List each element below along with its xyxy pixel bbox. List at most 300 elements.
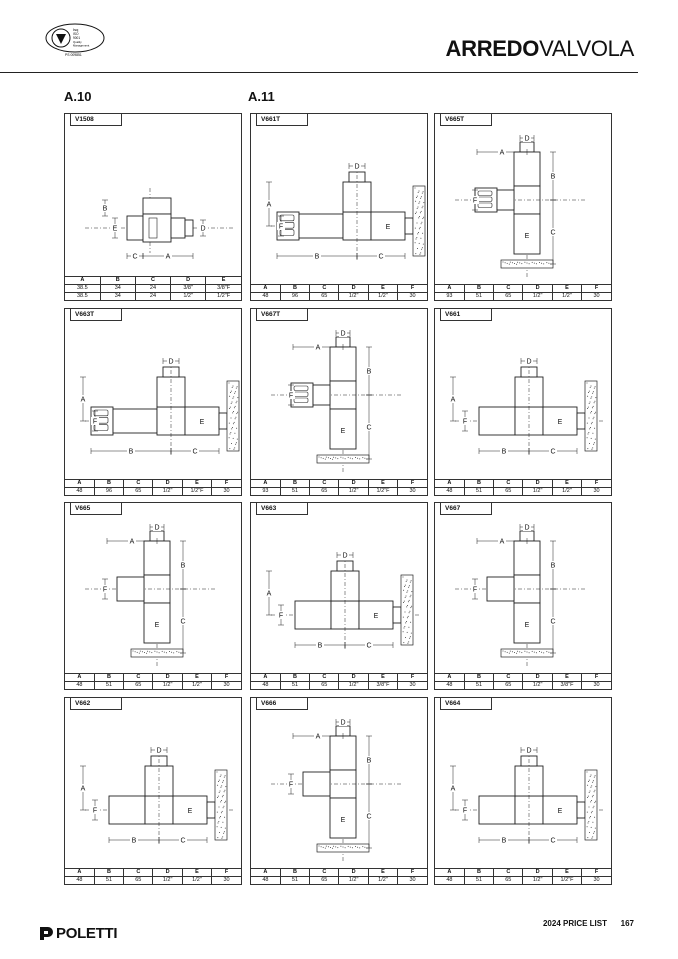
- svg-text:D: D: [342, 552, 348, 560]
- dimension-value: 65: [310, 487, 339, 495]
- svg-text:D: D: [354, 163, 360, 171]
- dimension-header: F: [582, 673, 611, 681]
- svg-text:B: B: [550, 562, 556, 570]
- dimension-header: C: [494, 868, 523, 876]
- dimension-header: C: [124, 673, 153, 681]
- product-code: V667: [440, 503, 492, 515]
- dimension-value: 65: [310, 876, 339, 884]
- product-card-v664: [434, 697, 612, 885]
- dimension-value: 30: [398, 487, 427, 495]
- technical-drawing: [251, 517, 427, 667]
- dimension-header: F: [212, 479, 241, 487]
- dimension-value: 48: [65, 487, 94, 495]
- dimension-value: 24: [135, 292, 170, 300]
- dimension-header: A: [65, 479, 94, 487]
- svg-text:B: B: [550, 173, 556, 181]
- dimension-header: B: [94, 673, 123, 681]
- product-code: V665T: [440, 114, 492, 126]
- dimension-value: 93: [251, 487, 280, 495]
- dimension-value: 1/2": [523, 681, 552, 689]
- dimension-value: 30: [398, 681, 427, 689]
- dimension-value: 51: [280, 487, 309, 495]
- dimension-value: 51: [94, 681, 123, 689]
- product-code: V667T: [256, 309, 308, 321]
- svg-text:B: B: [314, 253, 320, 261]
- svg-text:B: B: [102, 205, 108, 213]
- svg-text:E: E: [199, 419, 205, 426]
- dimension-header: D: [153, 673, 182, 681]
- dimension-header: B: [100, 276, 135, 284]
- dimension-value: 1/2"F: [182, 487, 211, 495]
- dimension-value: 51: [464, 681, 493, 689]
- dimension-table: [65, 276, 241, 301]
- page-number: 167: [620, 919, 634, 928]
- product-card-v661: [434, 308, 612, 496]
- dimension-header: B: [464, 479, 493, 487]
- dimension-value: 48: [251, 681, 280, 689]
- dimension-value: 1/2": [153, 487, 182, 495]
- svg-text:F: F: [462, 418, 468, 426]
- dimension-header: F: [398, 479, 427, 487]
- dimension-header: A: [251, 868, 280, 876]
- svg-text:E: E: [373, 613, 379, 620]
- cert-line-0: Isq: [73, 27, 79, 32]
- dimension-header-row: [65, 868, 241, 876]
- dimension-value: 1/2": [368, 876, 397, 884]
- dimension-header: D: [339, 673, 368, 681]
- dimension-header: C: [494, 673, 523, 681]
- table-row: [65, 292, 241, 300]
- svg-text:D: D: [526, 358, 532, 366]
- table-row: [251, 292, 427, 300]
- svg-text:F: F: [288, 781, 294, 789]
- svg-text:E: E: [112, 225, 118, 233]
- product-code: V661T: [256, 114, 308, 126]
- dimension-header: B: [280, 479, 309, 487]
- dimension-value: 65: [310, 681, 339, 689]
- brand-bold: ARREDO: [445, 36, 540, 61]
- dimension-value: 38.5: [65, 292, 100, 300]
- dimension-header: F: [212, 673, 241, 681]
- header-divider: [0, 72, 638, 73]
- dimension-header: C: [310, 479, 339, 487]
- dimension-header: F: [212, 868, 241, 876]
- dimension-header: F: [582, 479, 611, 487]
- product-code: V1508: [70, 114, 122, 126]
- dimension-value: 65: [124, 681, 153, 689]
- table-row: [435, 292, 611, 300]
- dimension-header: E: [182, 673, 211, 681]
- dimension-header-row: [435, 673, 611, 681]
- dimension-header: D: [153, 868, 182, 876]
- cert-line-1: ISO: [73, 32, 79, 36]
- product-code: V663: [256, 503, 308, 515]
- dimension-header-row: [251, 868, 427, 876]
- dimension-header: E: [552, 479, 581, 487]
- product-code: V666: [256, 698, 308, 710]
- svg-text:A: A: [266, 201, 272, 209]
- svg-text:E: E: [340, 817, 346, 824]
- svg-text:E: E: [524, 233, 530, 240]
- svg-text:E: E: [557, 808, 563, 815]
- svg-text:C: C: [180, 837, 186, 845]
- table-row: [251, 487, 427, 495]
- brand-title: [446, 36, 634, 62]
- dimension-value: 30: [212, 681, 241, 689]
- poletti-logo-text: POLETTI: [56, 924, 118, 942]
- dimension-header-row: [65, 673, 241, 681]
- dimension-header: E: [368, 284, 397, 292]
- dimension-value: 30: [398, 292, 427, 300]
- technical-drawing: [435, 128, 611, 278]
- svg-text:C: C: [550, 837, 556, 845]
- product-code: V662: [70, 698, 122, 710]
- dimension-value: 65: [494, 681, 523, 689]
- svg-text:D: D: [524, 524, 530, 532]
- dimension-table: [65, 479, 241, 496]
- svg-text:C: C: [550, 229, 556, 237]
- dimension-header: C: [494, 479, 523, 487]
- svg-text:A: A: [450, 396, 456, 404]
- svg-text:B: B: [366, 757, 372, 765]
- svg-text:D: D: [154, 524, 160, 532]
- svg-text:E: E: [557, 419, 563, 426]
- product-card-v662: [64, 697, 242, 885]
- product-card-v665t: [434, 113, 612, 301]
- dimension-value: 51: [280, 681, 309, 689]
- product-code: V665: [70, 503, 122, 515]
- svg-text:F: F: [472, 197, 478, 205]
- dimension-value: 3/8"F: [552, 681, 581, 689]
- product-card-v667t: [250, 308, 428, 496]
- svg-text:D: D: [340, 330, 346, 338]
- svg-text:A: A: [315, 344, 321, 352]
- dimension-header: C: [494, 284, 523, 292]
- cert-line-3: Quality: [73, 40, 82, 44]
- dimension-header: E: [368, 673, 397, 681]
- dimension-header-row: [251, 673, 427, 681]
- technical-drawing: [435, 517, 611, 667]
- dimension-value: 65: [124, 876, 153, 884]
- svg-text:E: E: [340, 428, 346, 435]
- dimension-value: 51: [464, 292, 493, 300]
- table-row: [65, 681, 241, 689]
- dimension-value: 3/8"F: [206, 284, 241, 292]
- dimension-table: [251, 868, 427, 885]
- svg-text:D: D: [156, 747, 162, 755]
- dimension-header: C: [310, 673, 339, 681]
- dimension-header: B: [464, 868, 493, 876]
- dimension-value: 48: [435, 876, 464, 884]
- dimension-header: E: [206, 276, 241, 284]
- dimension-header: B: [280, 284, 309, 292]
- dimension-value: 24: [135, 284, 170, 292]
- dimension-value: 30: [212, 487, 241, 495]
- product-code: V661: [440, 309, 492, 321]
- dimension-table: [435, 479, 611, 496]
- dimension-header: B: [94, 868, 123, 876]
- dimension-header: A: [435, 284, 464, 292]
- product-code: V663T: [70, 309, 122, 321]
- dimension-value: 1/2": [339, 681, 368, 689]
- table-row: [65, 876, 241, 884]
- dimension-value: 3/8"F: [368, 681, 397, 689]
- dimension-header: B: [280, 868, 309, 876]
- dimension-header: E: [552, 868, 581, 876]
- dimension-value: 3/8": [171, 284, 206, 292]
- dimension-table: [251, 673, 427, 690]
- dimension-value: 1/2"F: [368, 487, 397, 495]
- cert-line-5: PS 009851: [65, 53, 82, 57]
- dimension-header: A: [251, 284, 280, 292]
- svg-text:C: C: [366, 813, 372, 821]
- price-list-label: 2024 PRICE LIST: [542, 919, 607, 928]
- dimension-value: 30: [398, 876, 427, 884]
- dimension-value: 48: [251, 292, 280, 300]
- svg-text:A: A: [450, 785, 456, 793]
- dimension-value: 30: [582, 681, 611, 689]
- dimension-value: 93: [435, 292, 464, 300]
- dimension-header: A: [435, 868, 464, 876]
- dimension-value: 1/2": [339, 876, 368, 884]
- dimension-header: E: [182, 479, 211, 487]
- svg-text:D: D: [200, 225, 206, 233]
- dimension-table: [435, 868, 611, 885]
- dimension-header: E: [552, 673, 581, 681]
- dimension-header: A: [65, 673, 94, 681]
- technical-drawing: [65, 323, 241, 473]
- dimension-header: E: [368, 479, 397, 487]
- dimension-header: D: [153, 479, 182, 487]
- dimension-header: E: [368, 868, 397, 876]
- product-card-v661t: [250, 113, 428, 301]
- svg-text:F: F: [288, 392, 294, 400]
- technical-drawing: [251, 712, 427, 862]
- poletti-logo-icon: [38, 925, 54, 941]
- dimension-value: 34: [100, 292, 135, 300]
- dimension-value: 1/2": [171, 292, 206, 300]
- dimension-value: 48: [251, 876, 280, 884]
- dimension-header: B: [280, 673, 309, 681]
- svg-text:F: F: [92, 418, 98, 426]
- dimension-value: 30: [212, 876, 241, 884]
- dimension-header: F: [582, 868, 611, 876]
- svg-text:B: B: [501, 837, 507, 845]
- dimension-value: 96: [94, 487, 123, 495]
- svg-text:A: A: [315, 733, 321, 741]
- svg-text:C: C: [132, 253, 138, 261]
- dimension-value: 1/2"F: [552, 876, 581, 884]
- dimension-value: 65: [310, 292, 339, 300]
- section-label-a11: A.11: [248, 89, 275, 104]
- svg-text:C: C: [180, 618, 186, 626]
- dimension-header: D: [339, 868, 368, 876]
- dimension-value: 96: [280, 292, 309, 300]
- dimension-header: D: [523, 868, 552, 876]
- product-card-v663: [250, 502, 428, 690]
- dimension-header: F: [398, 673, 427, 681]
- dimension-value: 1/2": [523, 876, 552, 884]
- dimension-header: C: [135, 276, 170, 284]
- dimension-value: 48: [65, 681, 94, 689]
- product-code: V664: [440, 698, 492, 710]
- technical-drawing: [65, 517, 241, 667]
- dimension-header: E: [552, 284, 581, 292]
- table-row: [251, 681, 427, 689]
- svg-text:E: E: [385, 224, 391, 231]
- technical-drawing: [251, 323, 427, 473]
- svg-text:C: C: [550, 618, 556, 626]
- svg-text:F: F: [472, 586, 478, 594]
- svg-text:E: E: [524, 622, 530, 629]
- technical-drawing: [435, 712, 611, 862]
- dimension-table: [435, 284, 611, 301]
- svg-text:C: C: [192, 448, 198, 456]
- svg-text:B: B: [131, 837, 137, 845]
- dimension-header-row: [65, 276, 241, 284]
- dimension-value: 1/2"F: [206, 292, 241, 300]
- dimension-header: B: [94, 479, 123, 487]
- svg-text:D: D: [526, 747, 532, 755]
- svg-text:B: B: [128, 448, 134, 456]
- dimension-value: 51: [280, 876, 309, 884]
- svg-text:A: A: [499, 149, 505, 157]
- svg-text:B: B: [180, 562, 186, 570]
- dimension-header: C: [310, 284, 339, 292]
- dimension-header: A: [435, 479, 464, 487]
- product-card-v666: [250, 697, 428, 885]
- dimension-header: A: [435, 673, 464, 681]
- dimension-header-row: [435, 479, 611, 487]
- dimension-value: 51: [464, 487, 493, 495]
- dimension-value: 1/2": [153, 681, 182, 689]
- dimension-value: 1/2": [552, 487, 581, 495]
- dimension-value: 65: [124, 487, 153, 495]
- dimension-value: 34: [100, 284, 135, 292]
- dimension-header-row: [435, 868, 611, 876]
- svg-text:D: D: [524, 135, 530, 143]
- certification-seal: [43, 22, 107, 58]
- poletti-logo: [38, 924, 117, 942]
- dimension-header: F: [398, 284, 427, 292]
- dimension-header: C: [124, 868, 153, 876]
- dimension-value: 1/2": [339, 487, 368, 495]
- dimension-value: 48: [65, 876, 94, 884]
- dimension-header: D: [523, 673, 552, 681]
- table-row: [435, 681, 611, 689]
- svg-text:F: F: [102, 586, 108, 594]
- dimension-header: D: [523, 284, 552, 292]
- dimension-header: C: [124, 479, 153, 487]
- dimension-value: 1/2": [182, 876, 211, 884]
- svg-text:D: D: [340, 719, 346, 727]
- dimension-header: B: [464, 284, 493, 292]
- dimension-header: D: [339, 479, 368, 487]
- dimension-header: F: [398, 868, 427, 876]
- dimension-value: 65: [494, 487, 523, 495]
- svg-text:B: B: [501, 448, 507, 456]
- dimension-value: 48: [435, 487, 464, 495]
- dimension-value: 38.5: [65, 284, 100, 292]
- brand-light: VALVOLA: [539, 36, 634, 61]
- technical-drawing: [65, 712, 241, 862]
- dimension-header-row: [251, 479, 427, 487]
- dimension-table: [251, 479, 427, 496]
- table-row: [65, 284, 241, 292]
- table-row: [251, 876, 427, 884]
- svg-text:B: B: [366, 368, 372, 376]
- dimension-header: D: [339, 284, 368, 292]
- dimension-value: 1/2": [368, 292, 397, 300]
- technical-drawing: [435, 323, 611, 473]
- cert-line-4: Management: [73, 43, 90, 48]
- svg-text:C: C: [378, 253, 384, 261]
- dimension-header: A: [65, 868, 94, 876]
- dimension-table: [65, 868, 241, 885]
- product-card-v667: [434, 502, 612, 690]
- dimension-value: 1/2": [552, 292, 581, 300]
- svg-text:F: F: [462, 807, 468, 815]
- technical-drawing: [251, 128, 427, 278]
- svg-text:A: A: [165, 253, 171, 261]
- product-card-v663t: [64, 308, 242, 496]
- dimension-header: A: [251, 673, 280, 681]
- svg-text:A: A: [266, 590, 272, 598]
- dimension-table: [65, 673, 241, 690]
- dimension-value: 30: [582, 487, 611, 495]
- dimension-value: 51: [464, 876, 493, 884]
- dimension-header: A: [251, 479, 280, 487]
- dimension-value: 51: [94, 876, 123, 884]
- dimension-value: 30: [582, 876, 611, 884]
- dimension-value: 1/2": [523, 292, 552, 300]
- svg-text:A: A: [80, 785, 86, 793]
- svg-text:A: A: [80, 396, 86, 404]
- dimension-value: 48: [435, 681, 464, 689]
- dimension-header-row: [251, 284, 427, 292]
- section-label-a10: A.10: [64, 89, 92, 104]
- dimension-header: A: [65, 276, 100, 284]
- dimension-table: [435, 673, 611, 690]
- svg-text:F: F: [92, 807, 98, 815]
- table-row: [435, 487, 611, 495]
- dimension-value: 65: [494, 292, 523, 300]
- product-card-v1508: [64, 113, 242, 301]
- dimension-header-row: [435, 284, 611, 292]
- table-row: [435, 876, 611, 884]
- dimension-header: D: [523, 479, 552, 487]
- dimension-value: 1/2": [182, 681, 211, 689]
- svg-text:F: F: [278, 223, 284, 231]
- dimension-value: 1/2": [153, 876, 182, 884]
- cert-line-2: 9001: [73, 36, 81, 40]
- svg-text:F: F: [278, 612, 284, 620]
- svg-text:B: B: [317, 642, 323, 650]
- svg-text:A: A: [499, 538, 505, 546]
- dimension-header: E: [182, 868, 211, 876]
- dimension-header: F: [582, 284, 611, 292]
- dimension-header-row: [65, 479, 241, 487]
- svg-text:C: C: [366, 642, 372, 650]
- dimension-value: 30: [582, 292, 611, 300]
- dimension-header: B: [464, 673, 493, 681]
- svg-text:E: E: [154, 622, 160, 629]
- svg-text:D: D: [168, 358, 174, 366]
- product-card-v665: [64, 502, 242, 690]
- dimension-value: 1/2": [523, 487, 552, 495]
- svg-text:C: C: [366, 424, 372, 432]
- svg-text:E: E: [187, 808, 193, 815]
